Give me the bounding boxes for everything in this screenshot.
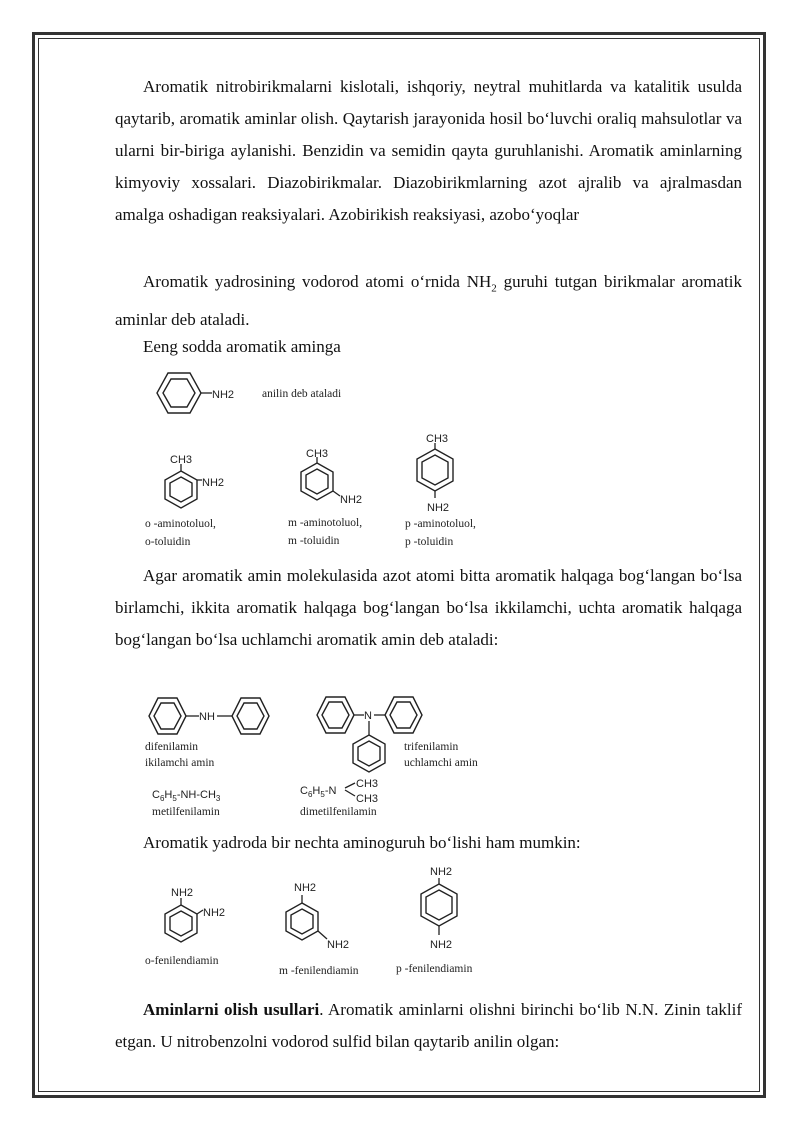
m-phenylenediamine-structure — [279, 882, 359, 977]
methods-title: Aminlarni olish usullari — [143, 1000, 320, 1019]
diphenylamine-structure — [145, 698, 269, 769]
definition-subscript: 2 — [491, 282, 497, 295]
o-toluidine-caption-2: o-toluidin — [145, 536, 191, 548]
p-phenylenediamine-nh2-b: NH2 — [430, 939, 453, 951]
m-phenylenediamine-nh2-a: NH2 — [294, 882, 317, 894]
dimethylphenylamine-ch3-b: CH3 — [356, 793, 379, 805]
o-toluidine-structure — [145, 454, 224, 548]
m-toluidine-ch3-label: CH3 — [306, 448, 329, 460]
o-toluidine-ch3-label: CH3 — [170, 454, 193, 466]
o-phenylenediamine-structure — [145, 887, 225, 967]
m-toluidine-caption-1: m -aminotoluol, — [288, 517, 363, 529]
several-groups-line: Aromatik yadroda bir nechta aminoguruh bo‘lishi ham mumkin: — [143, 833, 581, 852]
definition-text-a: Aromatik yadrosining vodorod atomi o‘rnida NH — [143, 272, 492, 291]
p-toluidine-nh2-label: NH2 — [427, 502, 450, 514]
dimethylphenylamine-caption: dimetilfenilamin — [300, 806, 377, 818]
p-phenylenediamine-caption: p -fenilendiamin — [396, 963, 473, 975]
aniline-caption: anilin deb ataladi — [262, 388, 342, 400]
m-phenylenediamine-caption: m -fenilendiamin — [279, 965, 359, 977]
methylphenylamine-caption: metilfenilamin — [152, 806, 220, 818]
simplest-line: Eeng sodda aromatik aminga — [143, 337, 341, 356]
triphenylamine-caption-1: trifenilamin — [404, 741, 459, 753]
methylphenylamine-formula — [152, 789, 221, 818]
diphenylamine-caption-2: ikilamchi amin — [145, 757, 215, 769]
m-phenylenediamine-nh2-b: NH2 — [327, 939, 350, 951]
m-toluidine-structure — [288, 448, 362, 547]
triphenylamine-caption-2: uchlamchi amin — [404, 757, 478, 769]
o-phenylenediamine-nh2-a: NH2 — [171, 887, 194, 899]
p-phenylenediamine-structure — [396, 866, 473, 975]
p-toluidine-structure — [405, 433, 476, 548]
o-phenylenediamine-nh2-b: NH2 — [203, 907, 226, 919]
m-toluidine-nh2-label: NH2 — [340, 494, 363, 506]
dimethylphenylamine-formula — [300, 778, 378, 818]
methods-text: . Aromatik aminlarni olishni birinchi bo‘lib N.N. Zinin taklif etgan. U nitrobenzolni vodorod sulfid bilan qaytarib anilin olgan: — [115, 1000, 742, 1051]
classification-text: Agar aromatik amin molekulasida azot atomi bitta aromatik halqaga bog‘langan bo‘lsa birlamchi, ikkita aromatik halqaga bog‘langan bo‘lsa ikkilamchi, uchta aromatik halqaga bog‘langan bo‘lsa uchlamchi aromatik amin deb ataladi: — [115, 566, 742, 649]
triphenylamine-n-label: N — [364, 710, 372, 722]
aniline-structure — [157, 373, 341, 413]
o-toluidine-caption-1: o -aminotoluol, — [145, 518, 216, 530]
aniline-nh2-label: NH2 — [212, 389, 235, 401]
intro-text: Aromatik nitrobirikmalarni kislotali, ishqoriy, neytral muhitlarda va katalitik usulda qaytarib, aromatik aminlar olish. Qaytarish jarayonida hosil bo‘luvchi oraliq mahsulotlar va ularni bir-biriga aylanishi. Benzidin va semidin qayta guruhlanishi. Aromatik aminlarning kimyoviy xossalari. Diazobirikmalar. Diazobirikmlarning azot ajralib va ajralmasdan amalga oshadigan reaksiyalari. Azobirikish reaksiyasi, azobo‘yoqlar — [115, 77, 742, 224]
diphenylamine-caption-1: difenilamin — [145, 741, 199, 753]
p-toluidine-caption-1: p -aminotoluol, — [405, 518, 476, 530]
triphenylamine-structure — [317, 697, 478, 772]
m-toluidine-caption-2: m -toluidin — [288, 535, 340, 547]
diphenylamine-nh-label: NH — [199, 711, 215, 723]
methylphenylamine-formula-text: $C_6H_5-NH-CH_3$ — [152, 789, 221, 803]
p-toluidine-caption-2: p -toluidin — [405, 536, 454, 548]
dimethylphenylamine-formula-text: $C_6H_5-N$ — [300, 785, 337, 799]
definition-text-b: guruhi tutgan birikmalar aromatik aminlar deb ataladi. — [115, 272, 742, 330]
p-toluidine-ch3-label: CH3 — [426, 433, 449, 445]
o-toluidine-nh2-label: NH2 — [202, 477, 225, 489]
p-phenylenediamine-nh2-a: NH2 — [430, 866, 453, 878]
o-phenylenediamine-caption: o-fenilendiamin — [145, 955, 219, 967]
dimethylphenylamine-ch3-a: CH3 — [356, 778, 379, 790]
